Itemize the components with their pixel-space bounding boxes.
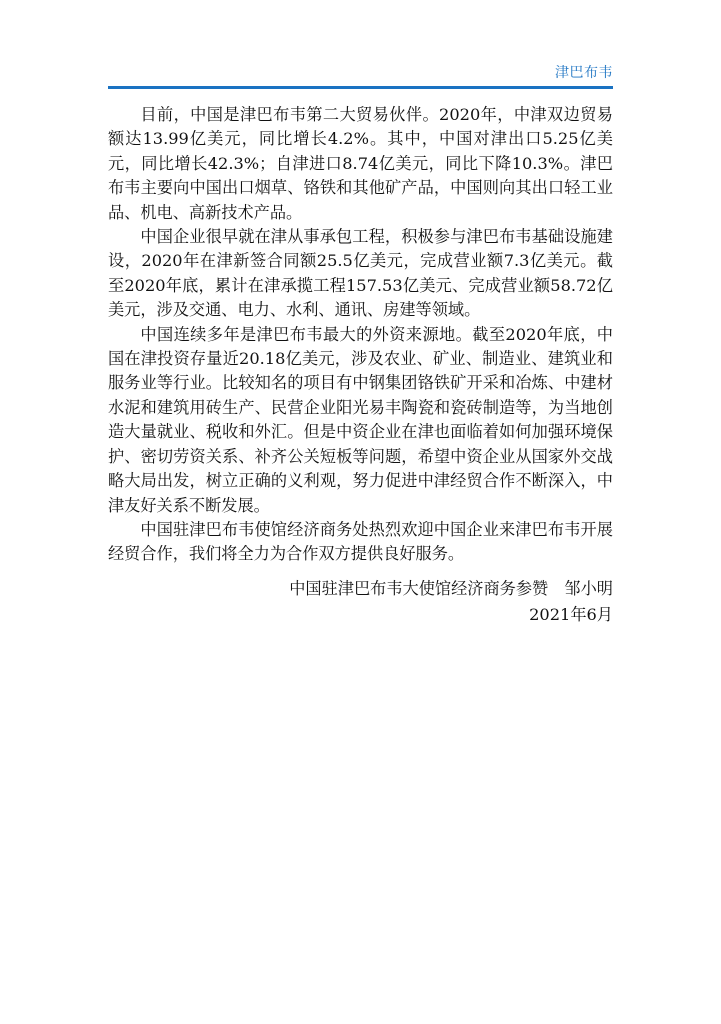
body-text (108, 103, 613, 567)
paragraph-contracting: 中国企业很早就在津从事承包工程，积极参与津巴布韦基础设施建设，2020年在津新签合同额25.5亿美元，完成营业额7.3亿美元。截至2020年底，累计在津承揽工程157.53亿美元、完成营业额58.72亿美元，涉及交通、电力、水利、通讯、房建等领域。 (108, 227, 613, 320)
running-header-title: 津巴布韦 (555, 65, 613, 81)
signature-block (289, 576, 613, 628)
paragraph-welcome: 中国驻津巴布韦使馆经济商务处热烈欢迎中国企业来津巴布韦开展经贸合作，我们将全力为合作双方提供良好服务。 (108, 519, 613, 564)
header-rule (108, 86, 613, 89)
paragraph-trade: 目前，中国是津巴布韦第二大贸易伙伴。2020年，中津双边贸易额达13.99亿美元，同比增长4.2%。其中，中国对津出口5.25亿美元，同比增长42.3%；自津进口8.74亿美元，同比下降10.3%。津巴布韦主要向中国出口烟草、铬铁和其他矿产品，中国则向其出口轻工业品、机电、高新技术产品。 (108, 105, 613, 222)
paragraph-investment: 中国连续多年是津巴布韦最大的外资来源地。截至2020年底，中国在津投资存量近20.18亿美元，涉及农业、矿业、制造业、建筑业和服务业等行业。比较知名的项目有中钢集团铬铁矿开采和冶炼、中建材水泥和建筑用砖生产、民营企业阳光易丰陶瓷和瓷砖制造等，为当地创造大量就业、税收和外汇。但是中资企业在津也面临着如何加强环境保护、密切劳资关系、补齐公关短板等问题，希望中资企业从国家外交战略大局出发，树立正确的义利观，努力促进中津经贸合作不断深入，中津友好关系不断发展。 (108, 324, 613, 515)
signature-author: 中国驻津巴布韦大使馆经济商务参赞 邹小明 (289, 579, 613, 598)
signature-date: 2021年6月 (529, 605, 613, 624)
